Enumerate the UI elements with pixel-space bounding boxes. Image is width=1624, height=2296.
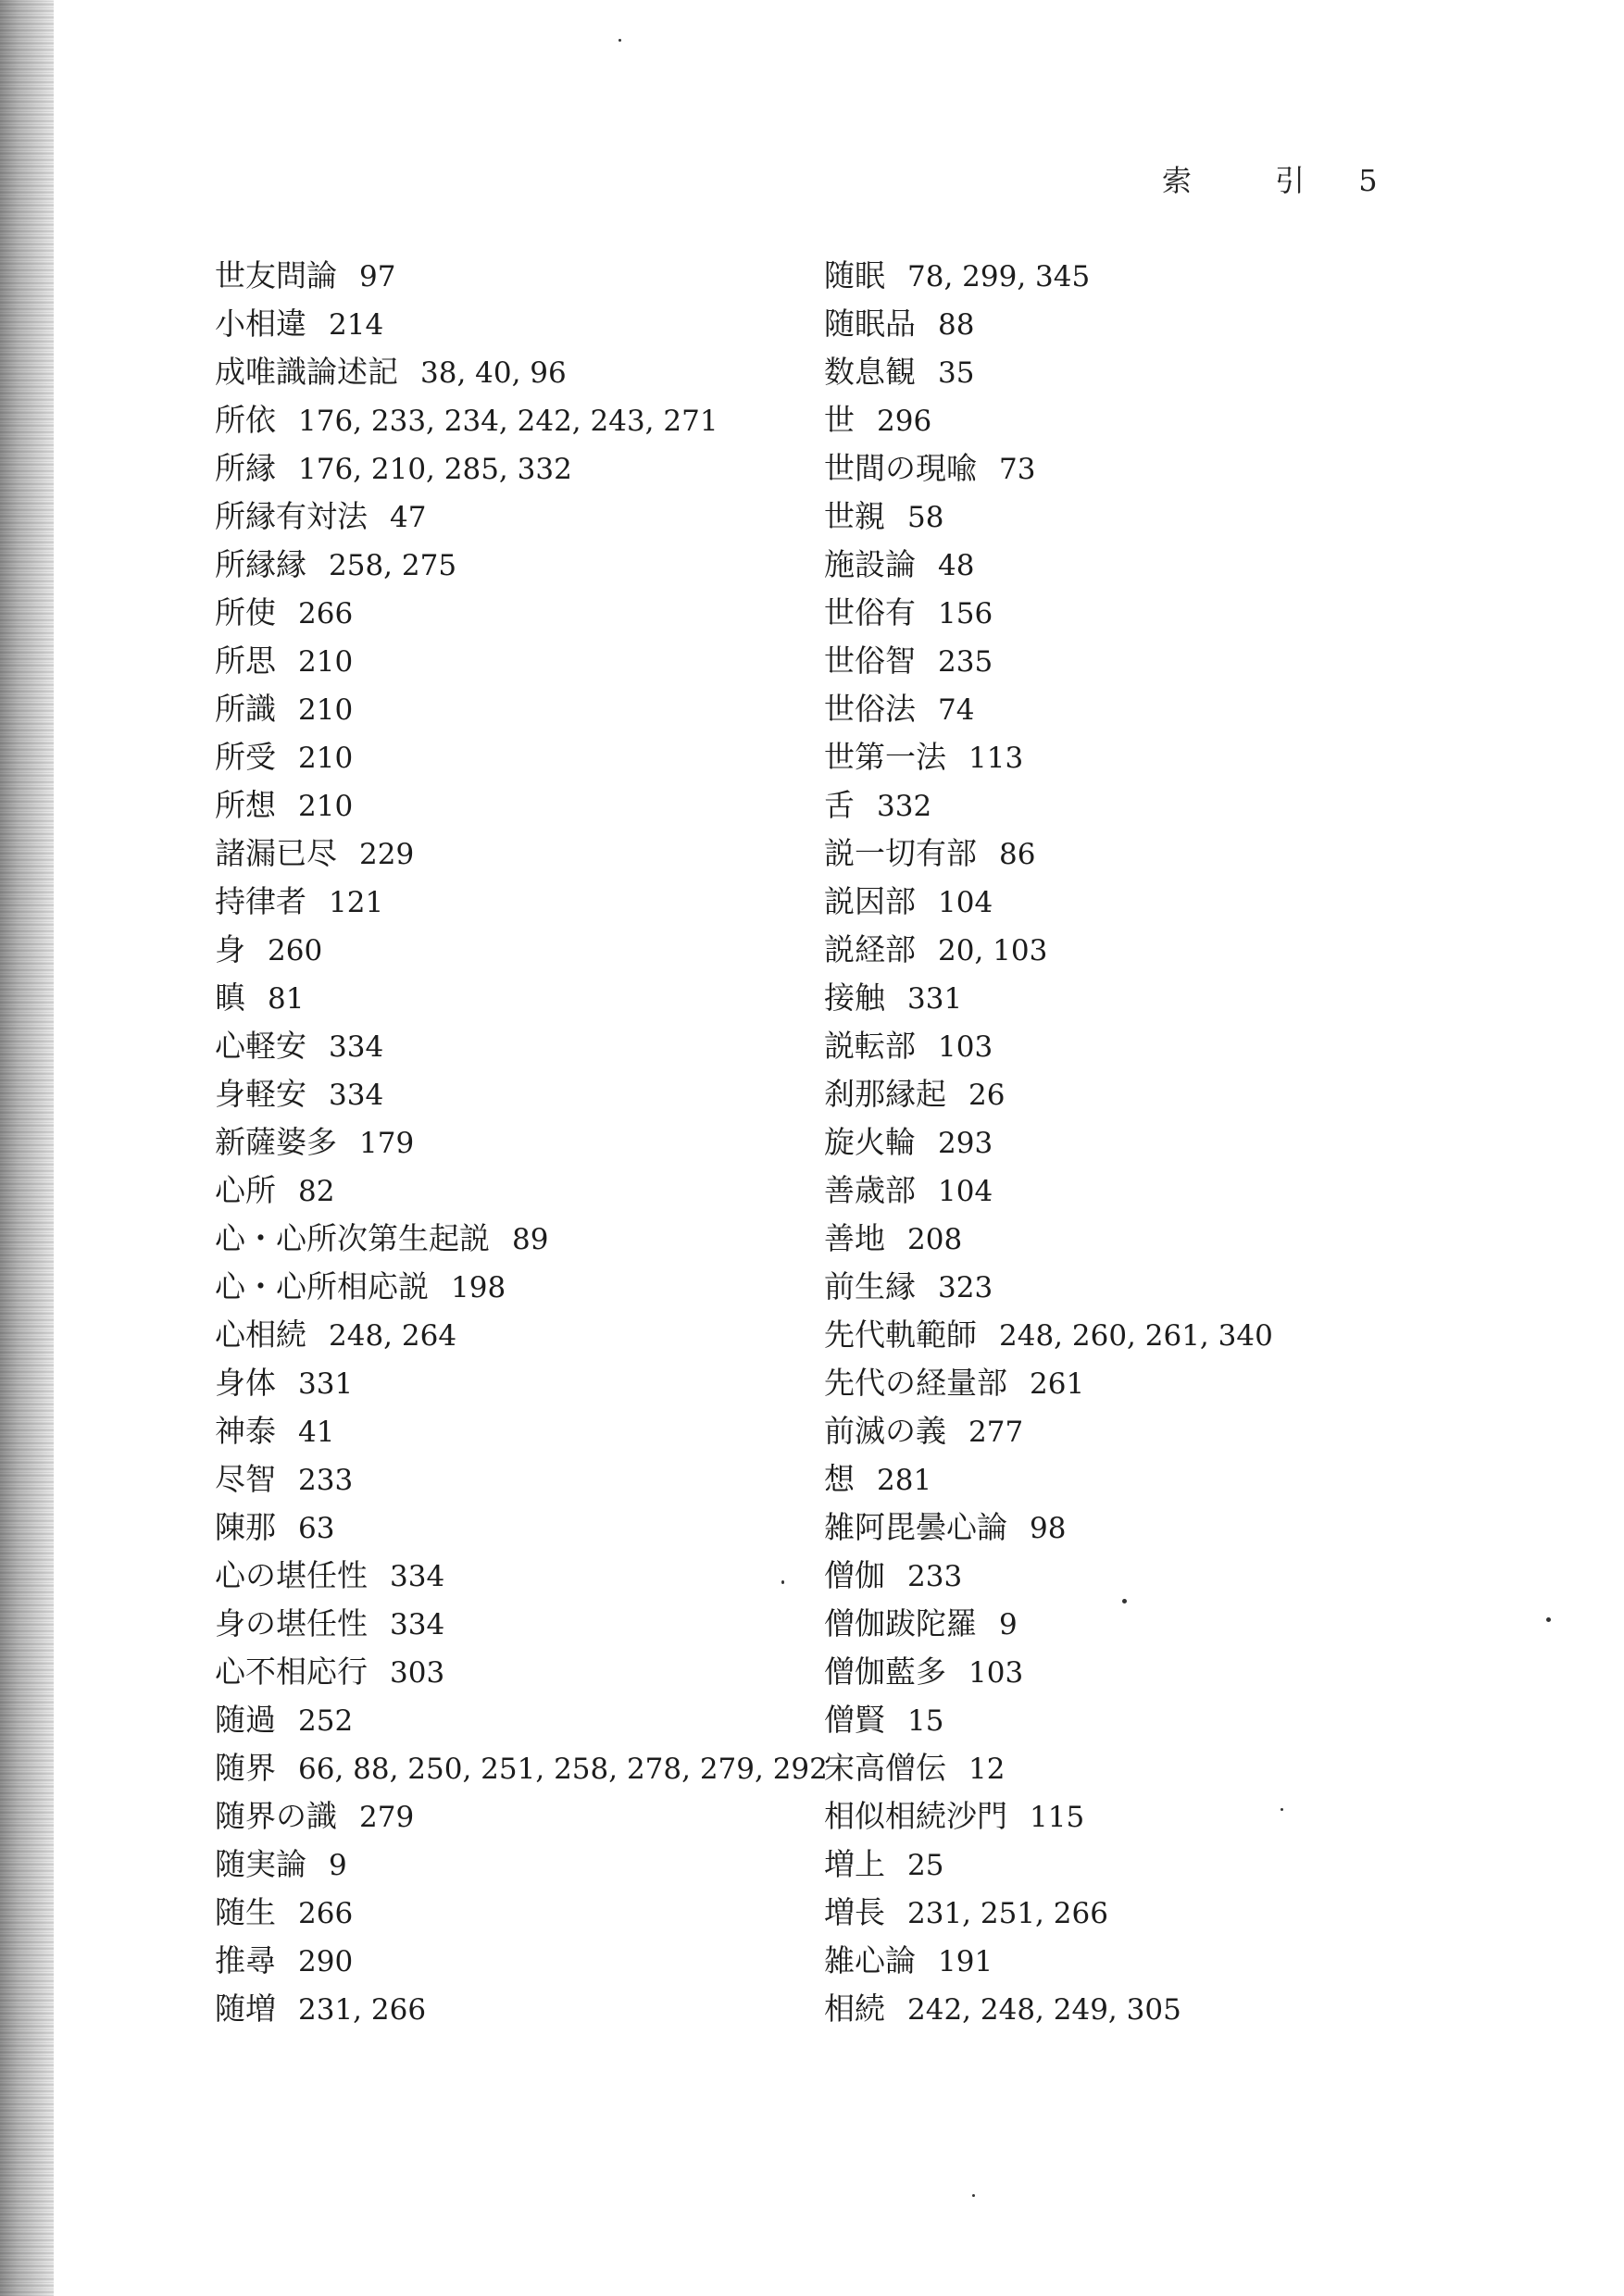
index-entry [215, 1841, 828, 1889]
index-entry [215, 781, 828, 830]
index-term: 世間の現喩 [824, 450, 977, 486]
page-references: 86 [999, 838, 1036, 871]
page-references: 260 [268, 934, 323, 967]
page-references: 121 [329, 886, 384, 919]
page-references: 81 [268, 982, 305, 1016]
page-references: 15 [907, 1704, 944, 1738]
index-entry [824, 1455, 1273, 1504]
page-references: 47 [390, 501, 427, 534]
page-references: 103 [938, 1030, 993, 1064]
index-entry [824, 1552, 1273, 1600]
index-term: 随過 [215, 1702, 276, 1738]
index-entry [215, 1792, 828, 1841]
index-term: 雑心論 [824, 1942, 916, 1978]
page-references: 334 [329, 1079, 384, 1112]
index-entry [215, 348, 828, 396]
index-term: 先代軌範師 [824, 1316, 977, 1353]
index-term: 心・心所次第生起説 [215, 1220, 490, 1256]
index-entry [215, 974, 828, 1022]
index-entry [824, 589, 1273, 637]
page-references: 88 [938, 308, 975, 342]
index-entry [824, 1744, 1273, 1792]
index-entry [824, 1937, 1273, 1985]
index-term: 先代の経量部 [824, 1365, 1007, 1401]
index-term: 説一切有部 [824, 835, 977, 871]
index-entry [215, 252, 828, 300]
index-entry [215, 1889, 828, 1937]
page-references: 303 [390, 1656, 445, 1690]
page-references: 258, 275 [329, 549, 457, 582]
page-references: 248, 264 [329, 1319, 457, 1353]
index-entry [215, 1118, 828, 1167]
index-term: 随生 [215, 1894, 276, 1930]
index-term: 諸漏已尽 [215, 835, 337, 871]
index-term: 旋火輪 [824, 1124, 916, 1160]
page-references: 229 [359, 838, 415, 871]
index-entry [215, 733, 828, 781]
index-entry [215, 1648, 828, 1696]
index-term: 説転部 [824, 1028, 916, 1064]
page-references: 113 [968, 742, 1024, 775]
index-term: 所縁 [215, 450, 276, 486]
index-term: 増上 [824, 1846, 885, 1882]
index-entry [215, 589, 828, 637]
page-references: 104 [938, 1175, 993, 1208]
page-references: 334 [390, 1560, 445, 1593]
index-term: 心軽安 [215, 1028, 306, 1064]
index-entry [215, 878, 828, 926]
scan-speck [618, 39, 621, 42]
page-references: 231, 251, 266 [907, 1897, 1108, 1930]
index-entry [215, 541, 828, 589]
page-references: 210 [298, 645, 354, 679]
page-references: 63 [298, 1512, 335, 1545]
index-entry [215, 685, 828, 733]
page-number: 5 [1358, 163, 1378, 198]
index-term: 所受 [215, 739, 276, 775]
index-entry [824, 1600, 1273, 1648]
index-term: 僧伽跋陀羅 [824, 1605, 977, 1641]
scan-speck [1280, 1808, 1283, 1811]
index-entry [215, 926, 828, 974]
index-entry [824, 1889, 1273, 1937]
index-entry [824, 878, 1273, 926]
page-references: 176, 210, 285, 332 [298, 453, 572, 486]
index-entry [824, 1985, 1273, 2033]
index-term: 世俗智 [824, 643, 916, 679]
index-entry [824, 733, 1273, 781]
index-term: 僧賢 [824, 1702, 885, 1738]
index-entry [215, 396, 828, 444]
index-term: 心・心所相応説 [215, 1268, 429, 1304]
page-references: 323 [938, 1271, 993, 1304]
scan-speck [1546, 1617, 1551, 1622]
index-term: 善歳部 [824, 1172, 916, 1208]
page-references: 214 [329, 308, 384, 342]
index-term: 説経部 [824, 931, 916, 967]
page-references: 74 [938, 693, 975, 727]
index-entry [824, 1359, 1273, 1407]
index-entry [215, 1744, 828, 1792]
index-entry [215, 1985, 828, 2033]
index-entry [215, 1022, 828, 1070]
index-term: 相似相続沙門 [824, 1798, 1007, 1834]
page-references: 25 [907, 1849, 944, 1882]
page-references: 334 [390, 1608, 445, 1641]
index-term: 随眠品 [824, 306, 916, 342]
page-references: 73 [999, 453, 1036, 486]
page-references: 277 [968, 1416, 1024, 1449]
index-term: 随界の識 [215, 1798, 337, 1834]
index-term: 心相続 [215, 1316, 306, 1353]
index-entry [824, 926, 1273, 974]
index-term: 陳那 [215, 1509, 276, 1545]
page-references: 98 [1030, 1512, 1067, 1545]
page-references: 233 [907, 1560, 963, 1593]
page-references: 290 [298, 1945, 354, 1978]
index-term: 僧伽 [824, 1557, 885, 1593]
index-entry [215, 1070, 828, 1118]
index-entry [824, 541, 1273, 589]
index-entry [824, 252, 1273, 300]
index-term: 宋高僧伝 [824, 1750, 946, 1786]
index-entry [215, 1600, 828, 1648]
index-entry [215, 1455, 828, 1504]
page-references: 103 [968, 1656, 1024, 1690]
index-term: 身 [215, 931, 245, 967]
index-term: 僧伽藍多 [824, 1653, 946, 1690]
index-term: 説因部 [824, 883, 916, 919]
index-term: 神泰 [215, 1413, 276, 1449]
page-references: 242, 248, 249, 305 [907, 1993, 1181, 2027]
index-term: 世俗有 [824, 594, 916, 630]
index-entry [215, 1552, 828, 1600]
index-term: 心不相応行 [215, 1653, 368, 1690]
index-entry [824, 1407, 1273, 1455]
index-entry [824, 1311, 1273, 1359]
index-entry [824, 1792, 1273, 1841]
page-references: 41 [298, 1416, 335, 1449]
page-references: 38, 40, 96 [420, 356, 567, 390]
page-references: 58 [907, 501, 944, 534]
page-references: 12 [968, 1753, 1006, 1786]
header-title: 索 引 [1162, 163, 1343, 198]
index-term: 随実論 [215, 1846, 306, 1882]
index-entry [824, 444, 1273, 493]
index-entry [824, 300, 1273, 348]
page-references: 248, 260, 261, 340 [999, 1319, 1273, 1353]
page-references: 266 [298, 597, 354, 630]
index-term: 心所 [215, 1172, 276, 1208]
page-references: 210 [298, 693, 354, 727]
page-references: 296 [877, 405, 932, 438]
index-term: 想 [824, 1461, 855, 1497]
page-references: 281 [877, 1464, 932, 1497]
index-entry [824, 1696, 1273, 1744]
page-references: 35 [938, 356, 975, 390]
index-entry [215, 1504, 828, 1552]
index-entry [215, 1167, 828, 1215]
index-entry [215, 444, 828, 493]
index-term: 増長 [824, 1894, 885, 1930]
index-entry [824, 830, 1273, 878]
index-term: 所使 [215, 594, 276, 630]
index-entry [824, 974, 1273, 1022]
index-entry [824, 396, 1273, 444]
page-references: 191 [938, 1945, 993, 1978]
index-entry [215, 1937, 828, 1985]
index-term: 前生縁 [824, 1268, 916, 1304]
scan-speck [972, 2194, 975, 2197]
index-term: 世友問論 [215, 257, 337, 293]
page-references: 331 [298, 1367, 354, 1401]
index-term: 小相違 [215, 306, 306, 342]
index-entry [824, 685, 1273, 733]
index-term: 瞋 [215, 980, 245, 1016]
page-references: 266 [298, 1897, 354, 1930]
page-references: 97 [359, 260, 396, 293]
index-entry [824, 1263, 1273, 1311]
index-entry [215, 637, 828, 685]
page-references: 48 [938, 549, 975, 582]
index-entry [824, 1215, 1273, 1263]
index-entry [215, 1696, 828, 1744]
index-entry [215, 1311, 828, 1359]
index-term: 前滅の義 [824, 1413, 946, 1449]
index-term: 心の堪任性 [215, 1557, 368, 1593]
index-entry [824, 1504, 1273, 1552]
index-term: 随眠 [824, 257, 885, 293]
index-term: 随界 [215, 1750, 276, 1786]
index-term: 持律者 [215, 883, 306, 919]
index-term: 相続 [824, 1990, 885, 2027]
scan-speck [1122, 1599, 1127, 1603]
index-term: 接触 [824, 980, 885, 1016]
index-entry [824, 1841, 1273, 1889]
index-entry [824, 781, 1273, 830]
page-references: 82 [298, 1175, 335, 1208]
index-entry [215, 1263, 828, 1311]
index-term: 施設論 [824, 546, 916, 582]
index-entry [824, 637, 1273, 685]
index-term: 刹那縁起 [824, 1076, 946, 1112]
page-references: 9 [999, 1608, 1018, 1641]
page-references: 279 [359, 1801, 415, 1834]
page-references: 104 [938, 886, 993, 919]
index-term: 雑阿毘曇心論 [824, 1509, 1007, 1545]
index-entry [824, 1118, 1273, 1167]
index-entry [215, 1359, 828, 1407]
index-term: 成唯識論述記 [215, 354, 398, 390]
page-references: 26 [968, 1079, 1006, 1112]
index-term: 世親 [824, 498, 885, 534]
index-column-right [824, 252, 1273, 2033]
page-references: 235 [938, 645, 993, 679]
index-term: 所思 [215, 643, 276, 679]
index-term: 推尋 [215, 1942, 276, 1978]
index-term: 身体 [215, 1365, 276, 1401]
page-references: 293 [938, 1127, 993, 1160]
index-entry [824, 1648, 1273, 1696]
page-references: 231, 266 [298, 1993, 427, 2027]
index-term: 所想 [215, 787, 276, 823]
page-references: 20, 103 [938, 934, 1048, 967]
index-term: 尽智 [215, 1461, 276, 1497]
index-entry [215, 1215, 828, 1263]
index-entry [215, 830, 828, 878]
index-term: 世 [824, 402, 855, 438]
page-references: 334 [329, 1030, 384, 1064]
index-term: 随増 [215, 1990, 276, 2027]
index-entry [215, 493, 828, 541]
index-term: 舌 [824, 787, 855, 823]
index-term: 身軽安 [215, 1076, 306, 1112]
index-term: 所識 [215, 691, 276, 727]
index-entry [824, 1070, 1273, 1118]
page-references: 179 [359, 1127, 415, 1160]
page-references: 66, 88, 250, 251, 258, 278, 279, 292 [298, 1753, 828, 1786]
scan-edge-shadow [0, 0, 54, 2296]
index-entry [215, 1407, 828, 1455]
page-references: 208 [907, 1223, 963, 1256]
page-references: 115 [1030, 1801, 1085, 1834]
page-references: 9 [329, 1849, 347, 1882]
index-term: 善地 [824, 1220, 885, 1256]
index-term: 身の堪任性 [215, 1605, 368, 1641]
index-term: 所縁縁 [215, 546, 306, 582]
index-entry [824, 1167, 1273, 1215]
page-references: 331 [907, 982, 963, 1016]
page-references: 210 [298, 790, 354, 823]
index-entry [215, 300, 828, 348]
page-references: 78, 299, 345 [907, 260, 1091, 293]
index-entry [824, 348, 1273, 396]
index-term: 世第一法 [824, 739, 946, 775]
page-references: 198 [451, 1271, 506, 1304]
index-term: 世俗法 [824, 691, 916, 727]
index-column-left [215, 252, 828, 2033]
page-references: 332 [877, 790, 932, 823]
page-references: 156 [938, 597, 993, 630]
scan-speck [781, 1580, 784, 1584]
running-header [1162, 157, 1378, 200]
index-entry [824, 493, 1273, 541]
page-references: 252 [298, 1704, 354, 1738]
index-term: 新薩婆多 [215, 1124, 337, 1160]
index-term: 数息観 [824, 354, 916, 390]
page-references: 261 [1030, 1367, 1085, 1401]
page-references: 210 [298, 742, 354, 775]
index-term: 所依 [215, 402, 276, 438]
page-references: 89 [512, 1223, 549, 1256]
page-references: 176, 233, 234, 242, 243, 271 [298, 405, 718, 438]
index-term: 所縁有対法 [215, 498, 368, 534]
index-entry [824, 1022, 1273, 1070]
page-references: 233 [298, 1464, 354, 1497]
